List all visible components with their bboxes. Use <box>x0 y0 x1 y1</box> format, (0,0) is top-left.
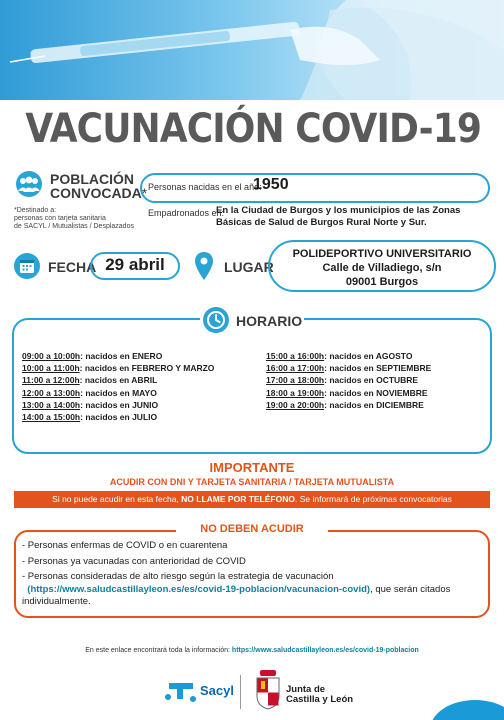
schedule-row: 13:00 a 14:00h: nacidos en JUNIO <box>22 399 159 410</box>
people-group-icon <box>14 171 44 197</box>
fecha-value: 29 abril <box>105 255 165 274</box>
calendar-icon <box>14 253 40 279</box>
schedule-row: 10:00 a 11:00h: nacidos en FEBRERO Y MARZO <box>22 363 215 374</box>
page-title: VACUNACIÓN COVID-19 <box>25 106 482 152</box>
schedule-row: 11:00 a 12:00h: nacidos en ABRIL <box>22 375 158 386</box>
info-line: En este enlace encontrará toda la información: https://www.saludcastillayleon.es/es/covid-19-poblacion <box>85 647 419 654</box>
warning-banner: Si no puede acudir en esta fecha, NO LLAME POR TELÉFONO. Se informará de próximas convocatorias <box>14 491 490 508</box>
sacyl-logo-text: Sacyl <box>200 683 234 698</box>
schedule-row: 14:00 a 15:00h: nacidos en JULIO <box>22 412 158 423</box>
list-item: - Personas consideradas de alto riesgo según la estrategia de vacunación (https://www.saludcastillayleon.es/es/covid-19-poblacion/vacunacion-covid), que serán citados individualmente. <box>22 571 451 607</box>
hero-banner-image <box>0 0 504 100</box>
schedule-row: 19:00 a 20:00h: nacidos en DICIEMBRE <box>266 399 424 410</box>
info-link[interactable]: https://www.saludcastillayleon.es/es/covid-19-poblacion <box>231 647 419 654</box>
nacidos-label: Personas nacidas en el año: <box>148 182 262 192</box>
schedule-row: 15:00 a 16:00h: nacidos en AGOSTO <box>266 351 413 361</box>
lugar-label: LUGAR <box>224 259 274 275</box>
corner-decoration <box>430 700 504 720</box>
poblacion-title <box>50 172 147 200</box>
list-item: - Personas ya vacunadas con anterioridad de COVID <box>22 555 246 567</box>
nacidos-year: 1950 <box>253 176 289 193</box>
no-acudir-list <box>22 540 482 612</box>
vacunacion-link[interactable]: (https://www.saludcastillayleon.es/es/covid-19-poblacion/vacunacion-covid) <box>27 583 371 595</box>
importante-subtitle: ACUDIR CON DNI Y TARJETA SANITARIA / TARJETA MUTUALISTA <box>109 477 395 487</box>
poblacion-title-line2: CONVOCADA* <box>50 185 148 201</box>
schedule-row: 09:00 a 10:00h: nacidos en ENERO <box>22 351 163 361</box>
location-pin-icon <box>194 252 214 280</box>
sacyl-logo-icon <box>163 675 199 705</box>
junta-logo-text: Junta de Castilla y León <box>286 684 354 705</box>
poblacion-title-line1: POBLACIÓN <box>50 171 134 187</box>
castilla-leon-shield-icon <box>255 670 281 710</box>
logo-divider <box>240 675 241 709</box>
empadronados-label: Empadronados en: <box>148 208 225 218</box>
schedule-row: 16:00 a 17:00h: nacidos en SEPTIEMBRE <box>266 363 432 374</box>
no-acudir-title: NO DEBEN ACUDIR <box>176 521 328 537</box>
empadronados-text: En la Ciudad de Burgos y los municipios de las Zonas Básicas de Salud de Burgos Rural Norte y Sur. <box>216 205 461 228</box>
poblacion-note: *Destinado a: personas con tarjeta sanitaria de SACYL / Mutualistas / Desplazados <box>14 207 134 230</box>
horario-label: HORARIO <box>236 313 303 329</box>
clock-icon <box>202 306 230 334</box>
schedule-right-column <box>266 350 431 411</box>
schedule-row: 17:00 a 18:00h: nacidos en OCTUBRE <box>266 375 419 386</box>
list-item: - Personas enfermas de COVID o en cuarentena <box>22 540 228 551</box>
importante-title: IMPORTANTE <box>209 460 295 475</box>
schedule-row: 12:00 a 13:00h: nacidos en MAYO <box>22 387 157 398</box>
schedule-row: 18:00 a 19:00h: nacidos en NOVIEMBRE <box>266 387 428 398</box>
fecha-label: FECHA <box>48 259 97 275</box>
lugar-address: POLIDEPORTIVO UNIVERSITARIO Calle de Villadiego, s/n 09001 Burgos <box>292 248 472 288</box>
schedule-left-column <box>22 350 214 423</box>
